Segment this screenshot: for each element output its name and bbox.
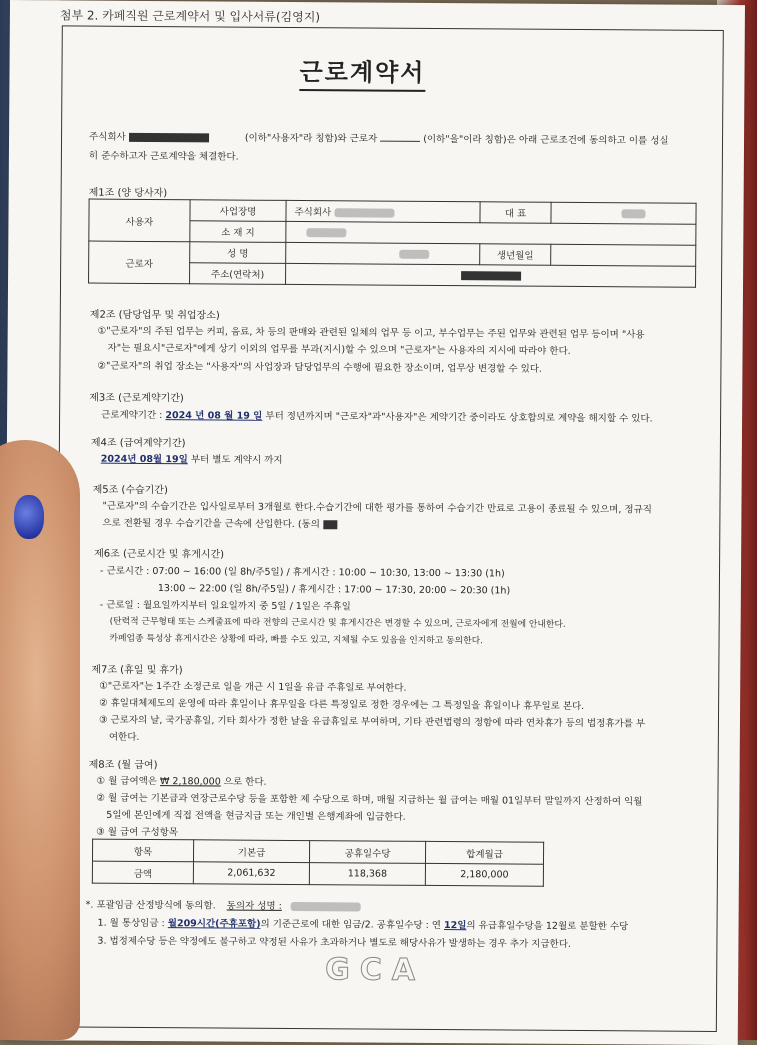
article7-item2: ② 휴일대체제도의 운영에 따라 휴일이나 휴무일을 다른 특정일로 정한 경우에는 그 특정일을 휴일이나 휴무일로 본다.	[99, 697, 585, 713]
ceo-value	[551, 202, 696, 224]
article6-line5: 카페업종 특성상 휴게시간은 상황에 따라, 빠를 수도 있고, 지체될 수도 있음을 인지하고 동의한다.	[109, 633, 483, 647]
article3-body: 근로계약기간 : 2024 년 08 월 19 일 부터 정년까지며 "근로자"과"사용자"은 계약기간 중이라도 상호합의로 계약을 해지할 수 있다.	[101, 409, 653, 425]
article7-item1: ①"근로자"는 1주간 소정근로 일을 개근 시 1일을 유급 주휴일로 부여한다.	[99, 680, 407, 694]
employer-label: 사용자	[89, 199, 190, 242]
article5-line2: 으로 전환될 경우 수습기간을 근속에 산입한다. (동의	[102, 515, 337, 531]
salary-header-item: 항목	[92, 839, 193, 862]
article8-heading: 제8조 (월 급여)	[88, 759, 158, 772]
article2-item1b: 자"는 필요시"근로자"에게 상기 이외의 업무를 부과(지시)할 수 있으며 "근로자"는 사용자의 지시에 따라야 한다.	[107, 342, 571, 357]
article6-line3: - 근로일 : 월요일까지부터 일요일까지 중 5일 / 1일은 주휴일	[99, 599, 351, 613]
article5-heading: 제5조 (수습기간)	[92, 484, 168, 497]
footer-note-2: 3. 법정제수당 등은 약정에도 불구하고 약정된 사유가 초과하거나 별도로 해당사유가 발생하는 경우 추가 지급한다.	[97, 935, 571, 950]
article6-heading: 제6조 (근로시간 및 휴게시간)	[94, 548, 225, 561]
article8-item2a: ② 월 급여는 기본급과 연장근로수당 등을 포함한 제 수당으로 하며, 매월 지급하는 월 급여는 매월 01일부터 말일까지 산정하여 익월	[96, 792, 643, 808]
article2-item1a: ①"근로자"의 주된 업무는 커피, 음료, 차 등의 판매와 관련된 일체의 업무 등 이고, 부수업무는 주된 업무와 관련된 업무 등이며 "사용	[97, 325, 645, 341]
contract-start-date: 2024 년 08 월 19 일	[165, 410, 263, 422]
employee-note: (이하"을"이라 칭함)은 아래 근로조건에 동의하고 이를 성실	[423, 133, 669, 147]
article7-item3a: ③ 근로자의 날, 국가공휴일, 기타 회사가 정한 날을 유급휴일로 부여하며, 기타 관련법령의 정함에 따라 연차휴가 등의 법정휴가를 부	[98, 714, 646, 730]
workplace-name-value: 주식회사	[286, 200, 480, 222]
salary-total-value: 2,180,000	[425, 863, 543, 886]
address-label: 소 재 지	[190, 221, 286, 243]
document-title: 근로계약서	[299, 52, 425, 92]
monthly-salary: ₩ 2,180,000	[159, 776, 221, 788]
intro-line-2: 히 준수하고자 근로계약을 체결한다.	[88, 150, 239, 163]
article6-line1: - 근로시간 : 07:00 ~ 16:00 (일 8h/주5일) / 휴게시간 : 10:00 ~ 10:30, 13:00 ~ 13:30 (1h)	[99, 565, 505, 580]
ceo-label: 대 표	[480, 202, 551, 223]
salary-header-base: 기본급	[193, 840, 309, 863]
birth-value	[551, 244, 696, 266]
article4-body: 2024년 08월 19일 부터 별도 계약시 까지	[100, 453, 283, 466]
salary-header-holiday: 공휴일수당	[309, 841, 425, 864]
article5-line1: "근로자"의 수습기간은 입사일로부터 3개월로 한다.수습기간에 대한 평가를 통하여 수습기간 만료로 고용이 종료될 수 있으며, 정규직	[102, 500, 652, 516]
thumb-nail	[14, 495, 44, 539]
consent-line: *. 포괄임금 산정방식에 동의함. 동의자 성명 :	[86, 897, 361, 913]
article7-item3b: 여한다.	[108, 731, 140, 743]
article4-heading: 제4조 (급여계약기간)	[90, 437, 186, 450]
article6-line2: 13:00 ~ 22:00 (일 8h/주5일) / 휴게시간 : 17:00 ~ 17:30, 20:00 ~ 20:30 (1h)	[157, 583, 511, 597]
article7-heading: 제7조 (휴일 및 휴가)	[91, 664, 183, 677]
article8-item3: ③ 월 급여 구성항목	[96, 826, 179, 839]
attachment-title: 첨부 2. 카페직원 근로계약서 및 입사서류(김영지)	[59, 8, 321, 25]
birth-label: 생년월일	[480, 244, 551, 265]
name-value	[286, 242, 480, 264]
salary-row-label: 금액	[92, 861, 193, 884]
parties-table	[88, 199, 697, 288]
salary-start-date: 2024년 08월 19일	[100, 453, 188, 466]
article8-item2b: 5일에 본인에게 직접 전액을 현금지급 또는 개인별 은행계좌에 입금한다.	[106, 809, 406, 823]
contract-paper	[3, 0, 745, 1045]
salary-header-total: 합계월급	[425, 841, 543, 864]
salary-base-value: 2,061,632	[193, 862, 309, 885]
company-stamp: GCA	[325, 952, 426, 988]
article1-heading: 제1조 (양 당사자)	[88, 187, 168, 200]
article8-item1: ① 월 급여액은 ₩ 2,180,000 으로 한다.	[96, 775, 267, 788]
article3-heading: 제3조 (근로계약기간)	[89, 392, 184, 405]
worker-label: 근로자	[89, 241, 190, 284]
article2-item2: ②"근로자"의 취업 장소는 "사용자"의 사업장과 담당업무의 수행에 필요한 장소이며, 업무상 변경할 수 있다.	[97, 360, 543, 375]
employer-note: (이하"사용자"라 칭함)와 근로자	[244, 132, 378, 145]
contact-label: 주소(연락처)	[190, 263, 286, 285]
salary-holiday-value: 118,368	[309, 863, 425, 886]
article6-line4: (탄력적 근무형태 또는 스케줄표에 따라 전향의 근로시간 및 휴게시간은 변경할 수 있으며, 근로자에게 전월에 안내한다.	[109, 616, 566, 630]
company-prefix: 주식회사	[89, 131, 126, 143]
name-label: 성 명	[190, 242, 286, 264]
address-value	[286, 221, 696, 245]
article2-heading: 제2조 (담당업무 및 취업장소)	[89, 309, 220, 322]
redaction	[129, 133, 209, 143]
footer-note-1: 1. 월 통상임금 : 월209시간(주휴포함)의 기준근로에 대한 임금/2. 공휴일수당 : 연 12일의 유급휴일수당을 12월로 분할한 수당	[97, 917, 629, 933]
workplace-name-label: 사업장명	[190, 200, 286, 222]
salary-table	[92, 839, 544, 887]
contact-value	[286, 263, 696, 287]
